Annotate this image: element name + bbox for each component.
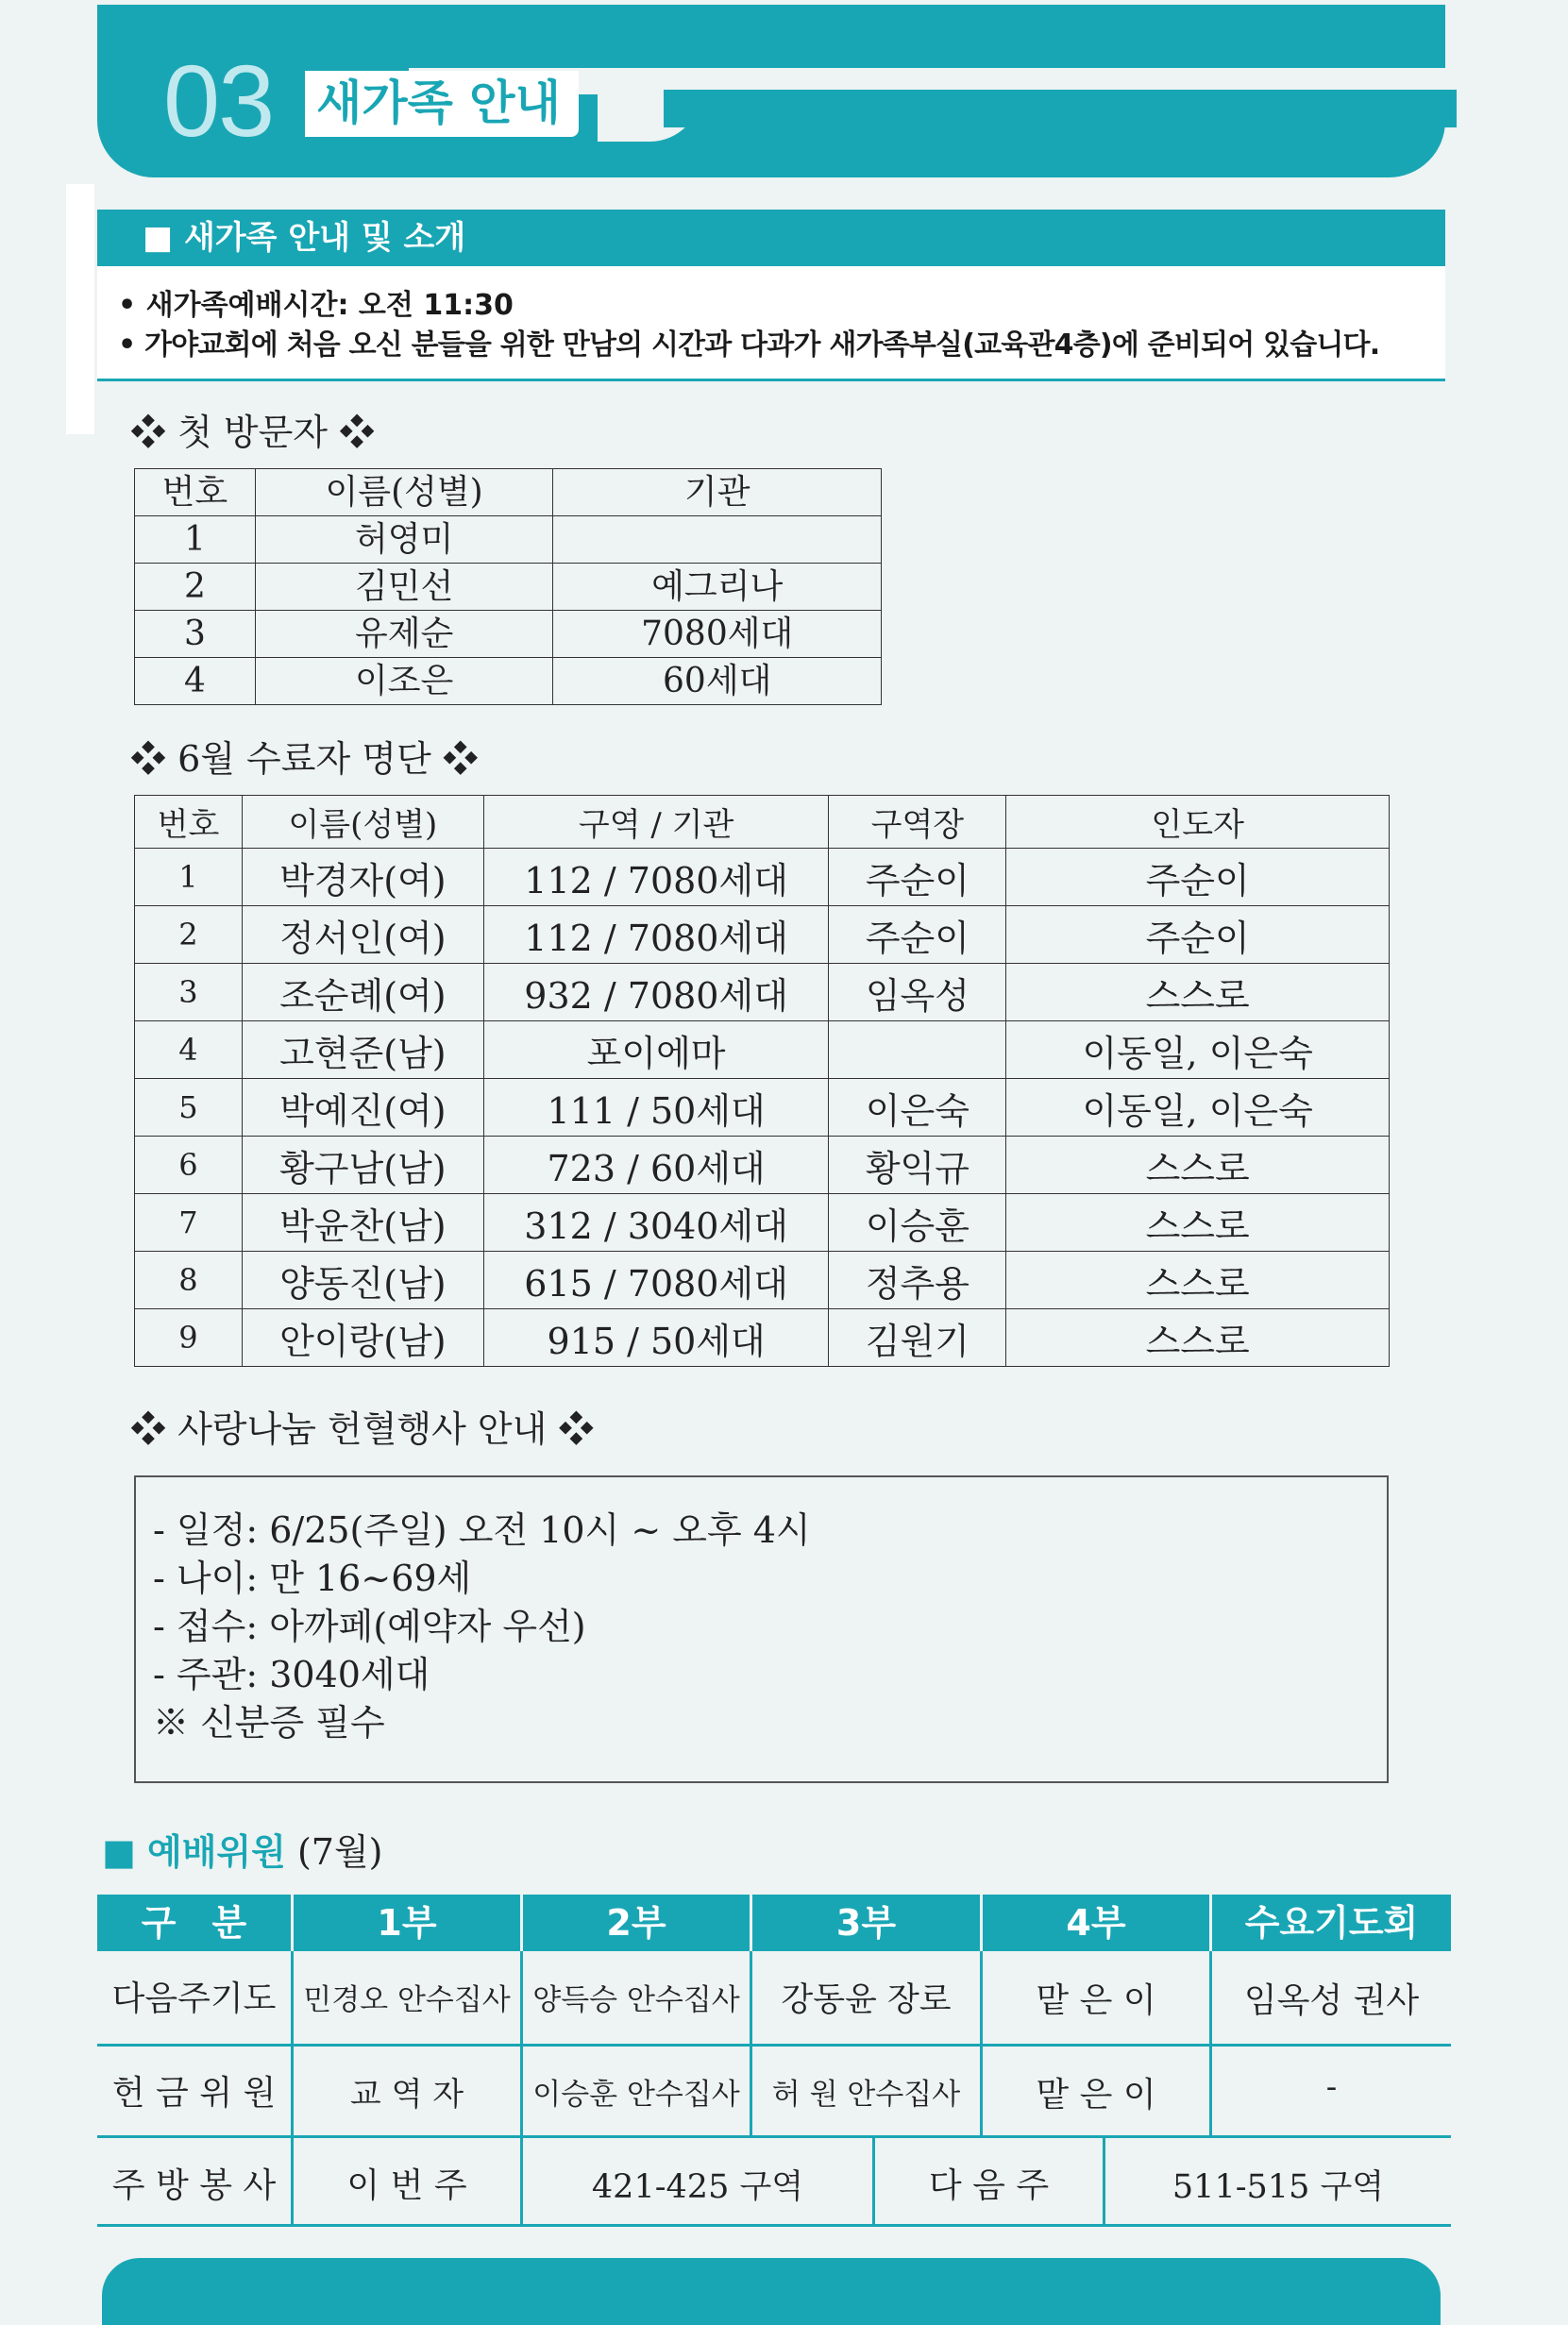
cell: 511-515 구역 xyxy=(1172,2168,1385,2206)
cell: 황익규 xyxy=(829,1137,1006,1194)
cell: 111 / 50세대 xyxy=(483,1079,829,1137)
cell xyxy=(553,516,882,564)
cell: 양동진(남) xyxy=(242,1252,483,1309)
intro-box xyxy=(97,266,1445,381)
cell: 황구남(남) xyxy=(242,1137,483,1194)
cell: 강동윤 장로 xyxy=(781,1981,952,2019)
cell: 312 / 3040세대 xyxy=(483,1194,829,1252)
cell: 김원기 xyxy=(829,1309,1006,1367)
cell: 스스로 xyxy=(1006,1194,1390,1252)
table-row xyxy=(135,1194,1390,1252)
header-cell: 이름(성별) xyxy=(242,796,483,849)
cell: 615 / 7080세대 xyxy=(483,1252,829,1309)
table-row xyxy=(135,906,1390,964)
cell: 60세대 xyxy=(553,658,882,705)
cell: 조순례(여) xyxy=(242,964,483,1021)
graduates-heading: ❖ 6월 수료자 명단 ❖ xyxy=(130,738,479,780)
cell: 9 xyxy=(135,1309,243,1367)
cell: 박윤찬(남) xyxy=(242,1194,483,1252)
cell: 이 번 주 xyxy=(346,2166,467,2205)
cell: 이은숙 xyxy=(829,1079,1006,1137)
header-cell: 번호 xyxy=(135,796,243,849)
cell: 723 / 60세대 xyxy=(483,1137,829,1194)
cell: 주순이 xyxy=(1006,849,1390,906)
table-row xyxy=(135,611,882,658)
grid-line xyxy=(97,2135,1451,2138)
header-cell: 구 분 xyxy=(97,1895,291,1951)
section-title: ■ 새가족 안내 및 소개 xyxy=(143,219,466,257)
grid-line xyxy=(97,2044,1451,2047)
table-row xyxy=(135,1137,1390,1194)
cell: 이동일, 이은숙 xyxy=(1006,1079,1390,1137)
cell: 박예진(여) xyxy=(242,1079,483,1137)
row-label: 다음주기도 xyxy=(111,1980,277,2018)
notice-line: - 일정: 6/25(주일) 오전 10시 ~ 오후 4시 xyxy=(153,1509,811,1551)
table-row xyxy=(135,658,882,705)
square-icon: ■ xyxy=(102,1831,136,1873)
first-visitors-table xyxy=(134,468,882,705)
cell: 932 / 7080세대 xyxy=(483,964,829,1021)
cell: 김민선 xyxy=(255,564,553,611)
table-row xyxy=(135,1252,1390,1309)
cell: 112 / 7080세대 xyxy=(483,906,829,964)
cell: 1 xyxy=(135,516,256,564)
table-header-row xyxy=(135,796,1390,849)
cell: 맡 은 이 xyxy=(1036,2076,1156,2114)
section-bar-newcomer xyxy=(97,210,1445,266)
cell: 이조은 xyxy=(255,658,553,705)
notice-line: - 주관: 3040세대 xyxy=(153,1654,430,1695)
cell: 예그리나 xyxy=(553,564,882,611)
cell: 6 xyxy=(135,1137,243,1194)
cell: 유제순 xyxy=(255,611,553,658)
header-cell: 기관 xyxy=(553,469,882,516)
notice-line: - 나이: 만 16~69세 xyxy=(153,1558,472,1599)
blood-drive-heading: ❖ 사랑나눔 헌혈행사 안내 ❖ xyxy=(130,1408,595,1450)
cell: 3 xyxy=(135,611,256,658)
table-row xyxy=(135,964,1390,1021)
cell: 주순이 xyxy=(829,849,1006,906)
cell: 915 / 50세대 xyxy=(483,1309,829,1367)
side-strip xyxy=(66,184,94,434)
first-visitors-heading: ❖ 첫 방문자 ❖ xyxy=(130,412,376,453)
cell: 고현준(남) xyxy=(242,1021,483,1079)
cell: 임옥성 권사 xyxy=(1243,1981,1420,2020)
cell: 포이에마 xyxy=(483,1021,829,1079)
cell: 임옥성 xyxy=(829,964,1006,1021)
cell: 7080세대 xyxy=(553,611,882,658)
cell: 2 xyxy=(135,906,243,964)
cell: - xyxy=(1325,2068,1338,2106)
header-cell: 이름(성별) xyxy=(255,469,553,516)
cell: 주순이 xyxy=(1006,906,1390,964)
graduates-table xyxy=(134,795,1390,1367)
page-header xyxy=(97,5,1445,177)
cell: 민경오 안수집사 xyxy=(303,1983,511,2017)
cell: 맡 은 이 xyxy=(1036,1981,1156,2020)
cell: 이승훈 xyxy=(829,1194,1006,1252)
footer-band xyxy=(102,2258,1441,2325)
cell: 112 / 7080세대 xyxy=(483,849,829,906)
committee-label: 예배위원 xyxy=(147,1831,286,1873)
table-row xyxy=(135,516,882,564)
header-pill xyxy=(664,90,1457,127)
cell: 스스로 xyxy=(1006,1137,1390,1194)
cell: 주순이 xyxy=(829,906,1006,964)
cell: 5 xyxy=(135,1079,243,1137)
cell: 3 xyxy=(135,964,243,1021)
cell: 이동일, 이은숙 xyxy=(1006,1021,1390,1079)
cell: 교 역 자 xyxy=(349,2076,464,2114)
cell: 정추용 xyxy=(829,1252,1006,1309)
header-cell: 구역장 xyxy=(829,796,1006,849)
row-label: 주 방 봉 사 xyxy=(111,2166,277,2205)
cell: 스스로 xyxy=(1006,964,1390,1021)
cell: 다 음 주 xyxy=(928,2166,1050,2205)
committee-month: (7월) xyxy=(296,1831,383,1873)
cell: 이승훈 안수집사 xyxy=(532,2078,740,2112)
table-row xyxy=(135,1309,1390,1367)
worship-committee-title xyxy=(102,1829,382,1875)
cell: 2 xyxy=(135,564,256,611)
grid-line xyxy=(97,2224,1451,2227)
table-row xyxy=(135,1079,1390,1137)
intro-line: • 가야교회에 처음 오신 분들을 위한 만남의 시간과 다과가 새가족부실(교육관4층)에 준비되어 있습니다. xyxy=(118,329,1380,362)
table-header-row xyxy=(135,469,882,516)
header-cell: 3부 xyxy=(752,1895,980,1951)
page-title: 새가족 안내 xyxy=(316,76,561,130)
table-row xyxy=(135,564,882,611)
cell: 4 xyxy=(135,658,256,705)
table-row xyxy=(135,849,1390,906)
cell: 박경자(여) xyxy=(242,849,483,906)
table-row xyxy=(135,1021,1390,1079)
header-cell: 1부 xyxy=(294,1895,520,1951)
cell: 허 원 안수집사 xyxy=(771,2078,961,2112)
header-cell: 번호 xyxy=(135,469,256,516)
cell: 1 xyxy=(135,849,243,906)
notice-line: - 접수: 아까페(예약자 우선) xyxy=(153,1606,586,1647)
intro-line: • 새가족예배시간: 오전 11:30 xyxy=(118,289,514,322)
header-cell: 4부 xyxy=(983,1895,1209,1951)
cell: 4 xyxy=(135,1021,243,1079)
blood-drive-notice xyxy=(134,1475,1389,1783)
notice-line: ※ 신분증 필수 xyxy=(153,1702,385,1744)
cell: 8 xyxy=(135,1252,243,1309)
cell: 스스로 xyxy=(1006,1309,1390,1367)
cell: 정서인(여) xyxy=(242,906,483,964)
cell: 안이랑(남) xyxy=(242,1309,483,1367)
cell: 양득승 안수집사 xyxy=(532,1983,740,2017)
cell: 7 xyxy=(135,1194,243,1252)
worship-committee-table xyxy=(97,1895,1451,2227)
header-cell: 구역 / 기관 xyxy=(483,796,829,849)
cell: 스스로 xyxy=(1006,1252,1390,1309)
header-cell: 2부 xyxy=(523,1895,750,1951)
header-cell: 인도자 xyxy=(1006,796,1390,849)
cell: 421-425 구역 xyxy=(591,2168,804,2206)
section-number: 03 xyxy=(163,43,274,158)
row-label: 헌 금 위 원 xyxy=(111,2074,277,2113)
header-cell: 수요기도회 xyxy=(1212,1895,1451,1951)
cell xyxy=(829,1021,1006,1079)
cell: 허영미 xyxy=(255,516,553,564)
